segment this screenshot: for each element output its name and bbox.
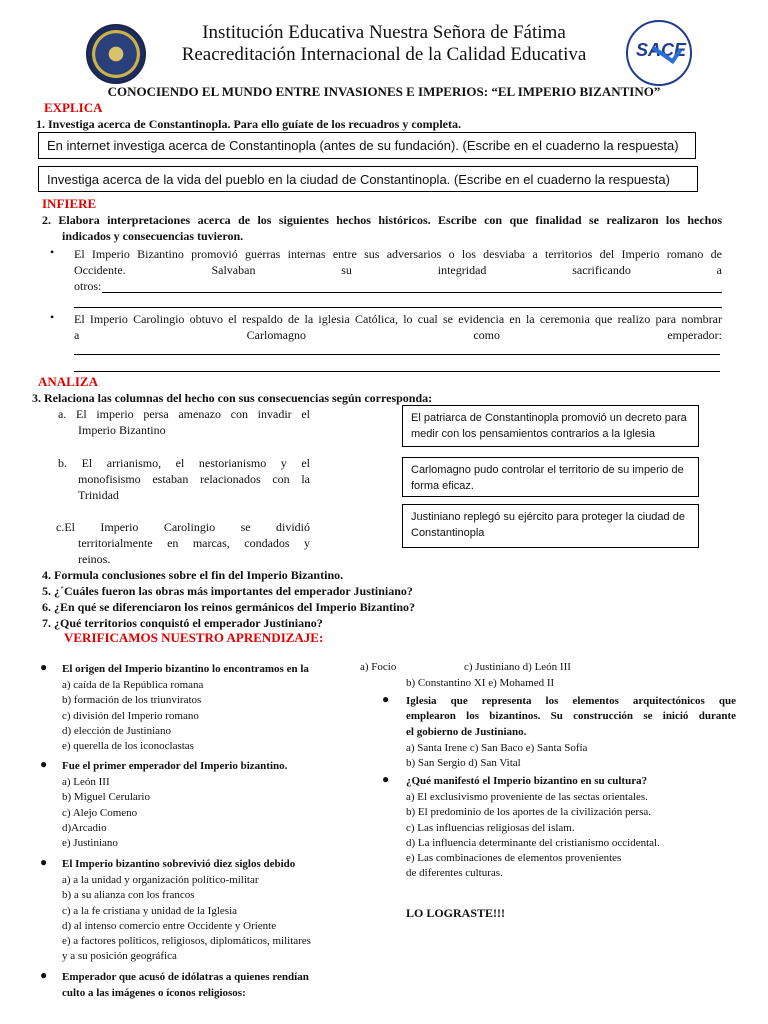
quiz-question-3: El Imperio bizantino sobrevivió diez siglos debido [62, 858, 296, 870]
bullet-icon: • [50, 245, 55, 259]
quiz-question-1: El origen del Imperio bizantino lo encontramos en la [62, 663, 309, 675]
question-4: 4. Formula conclusiones sobre el fin del Imperio Bizantino. [42, 568, 344, 582]
column-b-line-1: b. El arrianismo, el nestorianismo y el [58, 456, 310, 470]
bullet-1-line-3: otros: [74, 279, 102, 293]
quiz-right-option: b) Constantino XI e) Mohamed II [406, 677, 555, 689]
option: b) San Sergio d) San Vital [406, 757, 521, 770]
quiz-right-options-1 [406, 741, 587, 772]
question-3: 3. Relaciona las columnas del hecho con sus consecuencias según corresponda: [32, 391, 433, 405]
question-6: 6. ¿En qué se diferenciaron los reinos germánicos del Imperio Bizantino? [42, 600, 416, 614]
column-a-line-2: Imperio Bizantino [78, 423, 166, 437]
quiz-right-question-2: ¿Qué manifestó el Imperio bizantino en su cultura? [406, 775, 648, 787]
quiz-question-4: Emperador que acusó de idólatras a quienes rendían [62, 971, 309, 983]
option: a) León III [62, 776, 110, 788]
column-c-line-1: c.El Imperio Carolingio se dividió [56, 520, 310, 534]
section-verificamos: VERIFICAMOS NUESTRO APRENDIZAJE: [64, 630, 324, 645]
option: c) división del Imperio romano [62, 709, 199, 722]
option: b) Miguel Cerulario [62, 791, 150, 804]
option: y a su posición geográfica [62, 950, 177, 963]
option: b) formación de los triunviratos [62, 694, 202, 707]
quiz-right-question-1: Iglesia que representa los elementos arquitectónicos que emplearon los bizantinos. Su construcción se inició durante el gobierno de Justiniano. [406, 695, 736, 738]
consequence-box-1: El patriarca de Constantinopla promovió un decreto para medir con los pensamientos contrarios a la Iglesia [402, 405, 699, 447]
quiz-options-1 [62, 678, 203, 754]
page-title: CONOCIENDO EL MUNDO ENTRE INVASIONES E IMPERIOS: “EL IMPERIO BIZANTINO” [107, 84, 661, 99]
option: de diferentes culturas. [406, 867, 503, 880]
quiz-options-2 [62, 775, 150, 851]
column-a-line-1: a. El imperio persa amenazo con invadir el [58, 407, 310, 421]
section-infiere: INFIERE [42, 196, 97, 211]
bullet-1-line-2: Occidente. Salvaban su integridad sacrificando a [74, 263, 722, 277]
column-b-line-3: Trinidad [78, 488, 119, 502]
section-explica: EXPLICA [44, 100, 103, 115]
option: e) Justiniano [62, 837, 118, 850]
option: c) Alejo Comeno [62, 806, 138, 819]
option: a) Santa Irene c) San Baco e) Santa Sofía [406, 742, 588, 754]
header-line-2: Reacreditación Internacional de la Calidad Educativa [181, 44, 587, 65]
bullet-icon: ● [40, 660, 48, 674]
bullet-icon: • [50, 310, 55, 324]
consequence-box-3: Justiniano replegó su ejército para proteger la ciudad de Constantinopla [402, 504, 699, 548]
consequence-box-2: Carlomagno pudo controlar el territorio de su imperio de forma eficaz. [402, 457, 699, 497]
quiz-question-4-line-2: culto a las imágenes o íconos religiosos: [62, 987, 246, 999]
option: a) a la unidad y organización político-militar [62, 874, 259, 886]
bullet-2-line-2: a Carlomagno como emperador: [74, 328, 722, 342]
option: a) El exclusivismo proveniente de las sectas orientales. [406, 791, 648, 803]
option: e) Las combinaciones de elementos provenientes [406, 852, 622, 865]
quiz-right-option: a) Focio [360, 661, 397, 673]
option: a) caída de la República romana [62, 679, 204, 691]
question-1: 1. Investiga acerca de Constantinopla. Para ello guíate de los recuadros y completa. [36, 117, 461, 131]
question-7: 7. ¿Qué territorios conquistó el emperador Justiniano? [42, 616, 323, 630]
research-box-1: En internet investiga acerca de Constantinopla (antes de su fundación). (Escribe en el cuaderno la respuesta) [38, 132, 696, 159]
quiz-right-option: c) Justiniano d) León III [464, 661, 571, 673]
quiz-options-3 [62, 873, 311, 965]
option: d) al intenso comercio entre Occidente y Oriente [62, 919, 277, 932]
bullet-2-line-1: El Imperio Carolingio obtuvo el respaldo de la iglesia Católica, lo cual se evidencia en la ceremonia que realizo para nombrar [74, 312, 722, 326]
bullet-icon: ● [40, 855, 48, 869]
completion-message: LO LOGRASTE!!! [406, 906, 506, 920]
column-c-line-3: reinos. [78, 552, 111, 566]
option: d) elección de Justiniano [62, 724, 172, 737]
option: b) El predominio de los aportes de la civilización persa. [406, 806, 651, 819]
sace-logo: SACE [626, 20, 692, 86]
option: c) Las influencias religiosas del islam. [406, 821, 575, 834]
answer-line [102, 292, 722, 293]
option: c) a la fe cristiana y unidad de la Iglesia [62, 904, 238, 917]
option: d) La influencia determinante del cristianismo occidental. [406, 836, 660, 849]
section-analiza: ANALIZA [38, 374, 98, 389]
column-b-line-2: monofisismo estaban relacionados con la [78, 472, 310, 486]
answer-line [74, 371, 720, 372]
answer-line [74, 354, 720, 355]
bullet-icon: ● [382, 772, 390, 786]
research-box-2: Investiga acerca de la vida del pueblo en la ciudad de Constantinopla. (Escribe en el cuaderno la respuesta) [38, 166, 698, 192]
answer-line [74, 307, 722, 308]
option: e) querella de los iconoclastas [62, 740, 194, 753]
option: e) a factores políticos, religiosos, diplomáticos, militares [62, 935, 311, 948]
question-2-line-2: indicados y consecuencias tuvieron. [62, 229, 244, 243]
header-line-1: Institución Educativa Nuestra Señora de Fátima [202, 22, 566, 43]
quiz-right-options-2 [406, 790, 660, 882]
bullet-icon: ● [40, 757, 48, 771]
option: d)Arcadio [62, 821, 107, 834]
column-c-line-2: territorialmente en marcas, condados y [78, 536, 310, 550]
question-2-line-1: 2. Elabora interpretaciones acerca de los siguientes hechos históricos. Escribe con que finalidad se realizaron los hechos [42, 213, 722, 227]
bullet-1-line-1: El Imperio Bizantino promovió guerras internas entre sus adversarios o los desviaba a territorios del Imperio romano de [74, 247, 722, 261]
question-5: 5. ¿´Cuáles fueron las obras más importantes del emperador Justiniano? [42, 584, 413, 598]
bullet-icon: ● [40, 968, 48, 982]
bullet-icon: ● [382, 692, 390, 706]
option: b) a su alianza con los francos [62, 889, 195, 902]
quiz-question-2: Fue el primer emperador del Imperio bizantino. [62, 760, 288, 772]
